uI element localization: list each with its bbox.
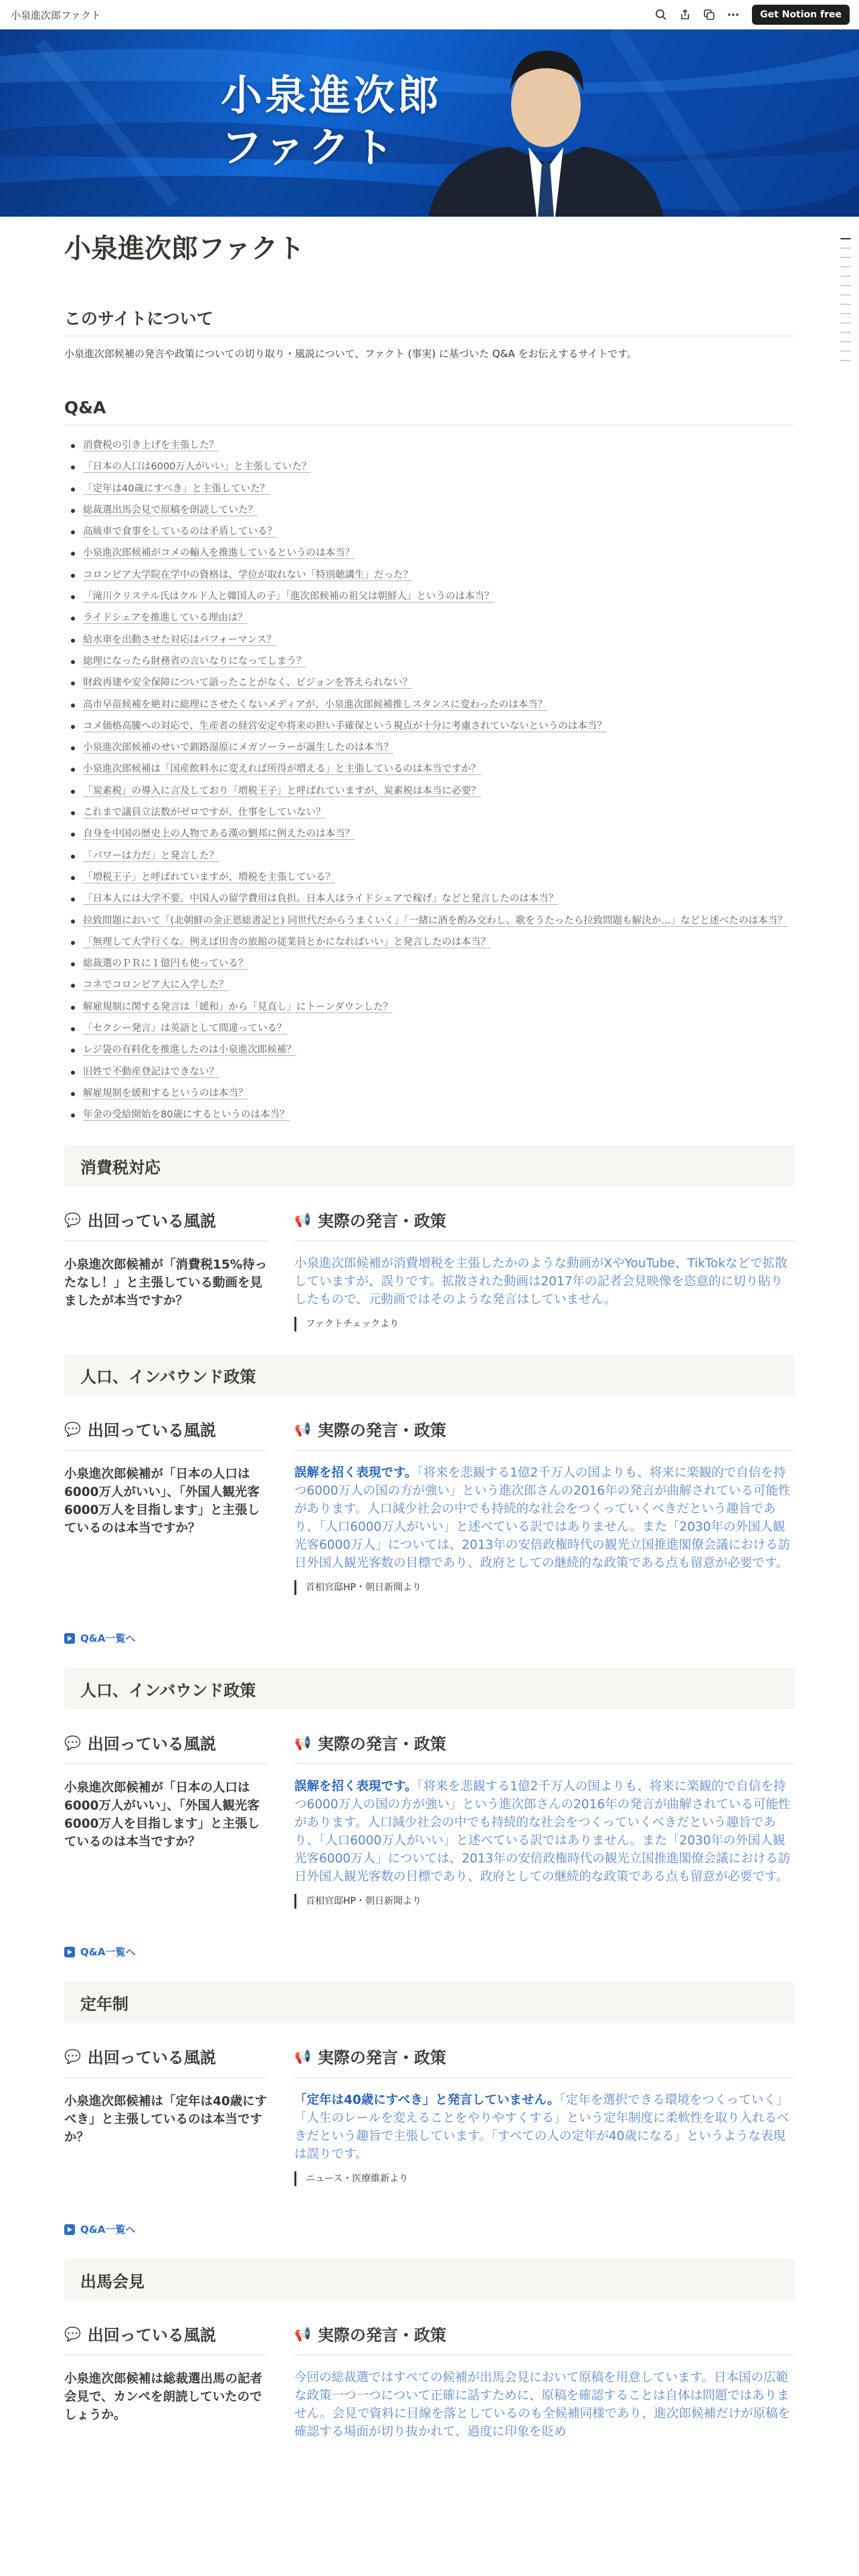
page-content [64, 217, 795, 2464]
fact-heading-label: 実際の発言・政策 [317, 2326, 446, 2345]
qa-list-item[interactable] [64, 936, 795, 950]
source-callout: 首相官邸HP・朝日新聞より [294, 1580, 795, 1595]
section-columns [64, 1728, 795, 1909]
fact-column [285, 2319, 795, 2441]
cover-title-line-1: 小泉進次郎 [221, 71, 442, 120]
fact-body: 小泉進次郎候補が消費増税を主張したかのような動画がXやYouTube、TikTokなどで拡散していますが、誤りです。拡散された動画は2017年の記者会見映像を恣意的に切り貼りしたもので、元動画ではそのような発言はしていません。 [294, 1257, 787, 1307]
qa-link[interactable]: 「滝川クリステル氏はクルド人と韓国人の子」「進次郎候補の祖父は朝鮮人」というのは本当？ [83, 591, 494, 603]
rumor-text: 小泉進次郎候補が「消費税15%待ったなし！」と主張している動画を見ましたが本当ですか？ [64, 1258, 268, 1309]
fact-heading-label: 実際の発言・政策 [317, 1735, 446, 1754]
qa-link[interactable]: 「増税王子」と呼ばれていますが、増税を主張している？ [83, 871, 335, 883]
fact-text [294, 2091, 795, 2163]
megaphone-icon: 📢 [294, 2325, 311, 2342]
rumor-column [64, 1414, 285, 1595]
fact-text [294, 1778, 795, 1886]
qa-list [64, 439, 795, 1122]
qa-link[interactable]: 総理になったら財務省の言いなりになってしまう？ [83, 655, 306, 667]
speech-bubble-icon: 💬 [64, 1734, 81, 1751]
fact-lead: 誤解を招く表現です。 [294, 1466, 417, 1481]
qa-link[interactable]: 「炭素税」の導入に言及しており「増税王子」と呼ばれていますが、炭素税は本当に必要？ [83, 785, 481, 796]
qa-link[interactable]: 年金の受給開始を80歳にするというのは本当？ [83, 1109, 290, 1121]
rumor-heading-label: 出回っている風説 [87, 2048, 216, 2068]
megaphone-icon: 📢 [294, 2048, 311, 2064]
rumor-text: 小泉進次郎候補は総裁選出馬の記者会見で、カンペを朗読していたのでしょうか。 [64, 2372, 263, 2423]
megaphone-icon: 📢 [294, 1420, 311, 1437]
cover-title-line-2: ファクト [221, 123, 397, 172]
back-to-qa-link[interactable] [64, 1945, 795, 1959]
qa-link[interactable]: 拉致問題において「(北朝鮮の金正恩総書記と) 同世代だからうまくいく」「一緒に酒を酌み交わし、歌をうたったら拉致問題も解決か…」などと述べたのは本当？ [83, 915, 787, 926]
back-to-qa-label[interactable]: Q&A一覧へ [80, 1632, 136, 1645]
arrow-square-icon [64, 1633, 75, 1644]
rumor-heading [64, 1728, 268, 1764]
get-notion-free-button[interactable]: Get Notion free [752, 5, 850, 25]
qa-list-item[interactable] [64, 827, 795, 841]
qa-link[interactable]: レジ袋の有料化を推進したのは小泉進次郎候補？ [83, 1045, 296, 1056]
qa-section [64, 2259, 795, 2441]
qa-link[interactable]: 高級車で食事をしているのは矛盾している？ [83, 526, 277, 538]
qa-list-item[interactable] [64, 720, 795, 734]
qa-list-item[interactable] [64, 849, 795, 863]
fact-text [294, 1255, 795, 1309]
rumor-column [64, 1205, 285, 1331]
rumor-column [64, 1728, 285, 1909]
qa-link[interactable]: 「無理して大学行くな。例えば田舎の旅館の従業員とかになればいい」と発言したのは本当？ [83, 936, 490, 948]
qa-link[interactable]: 「日本の人口は6000万人がいい」と主張していた？ [83, 461, 312, 473]
fact-heading [294, 1414, 795, 1451]
qa-list-item[interactable] [64, 1087, 795, 1101]
qa-list-item[interactable] [64, 1065, 795, 1079]
qa-list-item[interactable] [64, 741, 795, 755]
qa-link[interactable]: ライドシェアを推進している理由は？ [83, 613, 248, 624]
fact-heading [294, 2319, 795, 2355]
qa-link[interactable]: 解雇規制を緩和するというのは本当？ [83, 1087, 248, 1099]
rumor-text: 小泉進次郎候補が「日本の人口は6000万人がいい」、「外国人観光客6000万人を目指します」と主張しているのは本当ですか？ [64, 1781, 260, 1850]
megaphone-icon: 📢 [294, 1211, 311, 1228]
qa-list-item[interactable] [64, 504, 795, 518]
qa-list-item[interactable] [64, 546, 795, 560]
megaphone-icon: 📢 [294, 1734, 311, 1751]
rumor-heading [64, 2042, 268, 2078]
fact-heading-label: 実際の発言・政策 [317, 1421, 446, 1440]
search-icon[interactable] [652, 5, 670, 24]
rumor-heading-label: 出回っている風説 [87, 1735, 216, 1754]
qa-link[interactable]: コメ価格高騰への対応で、生産者の経営安定や将来の担い手確保という視点が十分に考慮されていないというのは本当？ [83, 720, 607, 732]
fact-lead: 「定年は40歳にすべき」と発言していません。 [294, 2093, 560, 2108]
breadcrumb-page-title[interactable]: 小泉進次郎ファクト [11, 9, 101, 21]
fact-heading [294, 2042, 795, 2078]
fact-column [285, 1414, 795, 1595]
qa-link[interactable]: 旧姓で不動産登記はできない？ [83, 1066, 219, 1077]
section-heading: 定年制 [64, 1981, 795, 2023]
qa-list-item[interactable] [64, 762, 795, 776]
arrow-square-icon [64, 1947, 75, 1957]
qa-list-item[interactable] [64, 698, 795, 712]
back-to-qa-label[interactable]: Q&A一覧へ [80, 2224, 136, 2236]
qa-list-item[interactable] [64, 957, 795, 971]
fact-text [294, 1464, 795, 1572]
back-to-qa-label[interactable]: Q&A一覧へ [80, 1946, 136, 1959]
section-columns [64, 1414, 795, 1595]
rumor-text: 小泉進次郎候補が「日本の人口は6000万人がいい」、「外国人観光客6000万人を目指します」と主張しているのは本当ですか？ [64, 1467, 260, 1536]
qa-link[interactable]: 小泉進次郎候補は「国産飲料水に変えれば所得が増える」と主張しているのは本当ですか？ [83, 764, 481, 775]
qa-link[interactable]: 消費税の引き上げを主張した？ [83, 440, 219, 451]
rumor-heading [64, 1205, 268, 1241]
qa-link[interactable]: 総裁選出馬会見で原稿を朗読していた？ [83, 504, 258, 516]
qa-heading: Q&A [64, 398, 106, 417]
cover-title [221, 70, 442, 174]
fact-heading [294, 1728, 795, 1764]
qa-link[interactable]: 小泉進次郎候補のせいで釧路湿原にメガソーラーが誕生したのは本当？ [83, 742, 393, 754]
share-icon[interactable] [676, 5, 694, 24]
back-to-qa-link[interactable] [64, 2222, 795, 2236]
speech-bubble-icon: 💬 [64, 1420, 81, 1437]
qa-sections [64, 1145, 795, 2441]
qa-list-item[interactable] [64, 914, 795, 928]
fact-body: 今回の総裁選ではすべての候補が出馬会見において原稿を用意しています。日本国の広範な政策一つ一つについて正確に話すために、原稿を確認することは自体は問題ではありません。会見で資料に目線を落としているのも全候補同様であり、進次郎候補だけが原稿を確認する場面が切り抜かれて、過度に印象を貶め [294, 2371, 791, 2440]
qa-list-item[interactable] [64, 482, 795, 496]
section-heading: 人口、インバウンド政策 [64, 1354, 795, 1396]
about-heading: このサイトについて [64, 309, 213, 328]
speech-bubble-icon: 💬 [64, 2325, 81, 2342]
qa-list-item[interactable] [64, 633, 795, 647]
more-icon[interactable] [724, 5, 743, 24]
qa-list-item[interactable] [64, 611, 795, 625]
fact-body: 「将来を悲観する1億2千万人の国よりも、将来に楽観的で自信を持つ6000万人の国の方が強い」という進次郎さんの2016年の発言が曲解されている可能性があります。人口減少社会の中でも持続的な社会をつくっていくべきだという趣旨であり、「人口6000万人がいい」と述べている訳ではありません。また「2030年の外国人観光客6000万人」については、2013年の安倍政権時代の観光立国推進閣僚会議における訪日外国人観光客数の目標であり、政府としての継続的な政策である点も留意が必要です。 [294, 1780, 791, 1885]
source-callout: 首相官邸HP・朝日新聞より [294, 1894, 795, 1909]
source-callout: ファクトチェックより [294, 1317, 795, 1331]
qa-link[interactable]: 解雇規制に関する発言は「緩和」から「見直し」にトーンダウンした？ [83, 1001, 393, 1012]
qa-list-item[interactable] [64, 1022, 795, 1036]
qa-link[interactable]: 「セクシー発言」は英語として間違っている？ [83, 1023, 287, 1035]
rumor-text: 小泉進次郎候補は「定年は40歳にすべき」と主張しているのは本当ですか？ [64, 2095, 268, 2145]
qa-list-item[interactable] [64, 568, 795, 582]
qa-link[interactable]: 小泉進次郎候補がコメの輸入を推進しているというのは本当？ [83, 548, 355, 559]
section-columns [64, 2042, 795, 2186]
qa-list-item[interactable] [64, 1043, 795, 1057]
arrow-square-icon [64, 2224, 75, 2235]
qa-list-item[interactable] [64, 439, 795, 453]
qa-link[interactable]: 自身を中国の歴史上の人物である漢の劉邦に例えたのは本当？ [83, 829, 355, 840]
rumor-heading [64, 1414, 268, 1451]
top-bar [0, 0, 859, 29]
duplicate-icon[interactable] [700, 5, 719, 24]
rumor-column [64, 2042, 285, 2186]
section-heading: 出馬会見 [64, 2259, 795, 2300]
qa-link[interactable]: 「パワーは力だ」と発言した？ [83, 850, 219, 861]
qa-section [64, 1145, 795, 1331]
section-heading: 人口、インバウンド政策 [64, 1668, 795, 1709]
section-columns [64, 2319, 795, 2441]
qa-list-item[interactable] [64, 525, 795, 539]
qa-list-item[interactable] [64, 784, 795, 798]
qa-link[interactable]: コロンビア大学院在学中の資格は、学位が取れない「特別聴講生」だった？ [83, 569, 413, 580]
rumor-column [64, 2319, 285, 2441]
qa-list-item[interactable] [64, 655, 795, 669]
rumor-heading [64, 2319, 268, 2355]
rumor-heading-label: 出回っている風説 [87, 2326, 216, 2345]
qa-list-item[interactable] [64, 806, 795, 820]
qa-link[interactable]: コネでコロンビア大に入学した？ [83, 980, 229, 991]
qa-list-item[interactable] [64, 871, 795, 885]
qa-link[interactable]: 「定年は40歳にすべき」と主張していた？ [83, 483, 270, 494]
fact-lead: 誤解を招く表現です。 [294, 1780, 417, 1794]
qa-link[interactable]: これまで議員立法数がゼロですが、仕事をしていない？ [83, 807, 326, 819]
qa-list-item[interactable] [64, 1108, 795, 1122]
cover-image [0, 29, 859, 217]
speech-bubble-icon: 💬 [64, 1211, 81, 1228]
qa-list-item[interactable] [64, 460, 795, 474]
qa-link[interactable]: 給水車を出動させた対応はパフォーマンス？ [83, 634, 276, 645]
table-of-contents-rail[interactable] [840, 238, 851, 369]
speech-bubble-icon: 💬 [64, 2048, 81, 2064]
back-to-qa-link[interactable] [64, 1631, 795, 1645]
about-text: 小泉進次郎候補の発言や政策についての切り取り・風説について、ファクト (事実) に基づいた Q&A をお伝えするサイトです。 [64, 348, 638, 360]
fact-body: 「将来を悲観する1億2千万人の国よりも、将来に楽観的で自信を持つ6000万人の国の方が強い」という進次郎さんの2016年の発言が曲解されている可能性があります。人口減少社会の中でも持続的な社会をつくっていくべきだという趣旨であり、「人口6000万人がいい」と述べている訳ではありません。また「2030年の外国人観光客6000万人」については、2013年の安倍政権時代の観光立国推進閣僚会議における訪日外国人観光客数の目標であり、政府としての継続的な政策である点も留意が必要です。 [294, 1466, 791, 1571]
fact-heading-label: 実際の発言・政策 [317, 1212, 446, 1231]
source-callout: ニュース・医療維新より [294, 2171, 795, 2186]
qa-list-item[interactable] [64, 676, 795, 690]
fact-heading [294, 1205, 795, 1241]
qa-link[interactable]: 財政再建や安全保障について語ったことがなく、ビジョンを答えられない？ [83, 677, 413, 689]
section-heading: 消費税対応 [64, 1145, 795, 1186]
qa-list-item[interactable] [64, 978, 795, 992]
page-title: 小泉進次郎ファクト [64, 233, 305, 264]
qa-list-item[interactable] [64, 1000, 795, 1014]
fact-column [285, 2042, 795, 2186]
qa-section [64, 1668, 795, 1959]
fact-body: 「定年を選択できる環境をつくっていく」「人生のレールを変えることをやりやすくする」という定年制度に柔軟性を取り入れるべきだという趣旨で主張しています。「すべての人の定年が40歳になる」というような表現は誤りです。 [294, 2093, 789, 2162]
rumor-heading-label: 出回っている風説 [87, 1421, 216, 1440]
qa-section [64, 1981, 795, 2236]
qa-link[interactable]: 高市早苗候補を絶対に総理にさせたくないメディアが、小泉進次郎候補推しスタンスに変わったのは本当？ [83, 699, 548, 710]
fact-column [285, 1728, 795, 1909]
qa-list-item[interactable] [64, 892, 795, 906]
qa-section [64, 1354, 795, 1645]
rumor-heading-label: 出回っている風説 [87, 1212, 216, 1231]
fact-column [285, 1205, 795, 1331]
qa-link[interactable]: 総裁選のＰＲに１億円も使っている？ [83, 958, 248, 970]
qa-link[interactable]: 「日本人には大学不要。中国人の留学費用は負担。日本人はライドシェアで稼げ」などと発言したのは本当？ [83, 893, 559, 905]
fact-text [294, 2369, 795, 2441]
qa-list-item[interactable] [64, 590, 795, 604]
fact-heading-label: 実際の発言・政策 [317, 2048, 446, 2068]
section-columns [64, 1205, 795, 1331]
